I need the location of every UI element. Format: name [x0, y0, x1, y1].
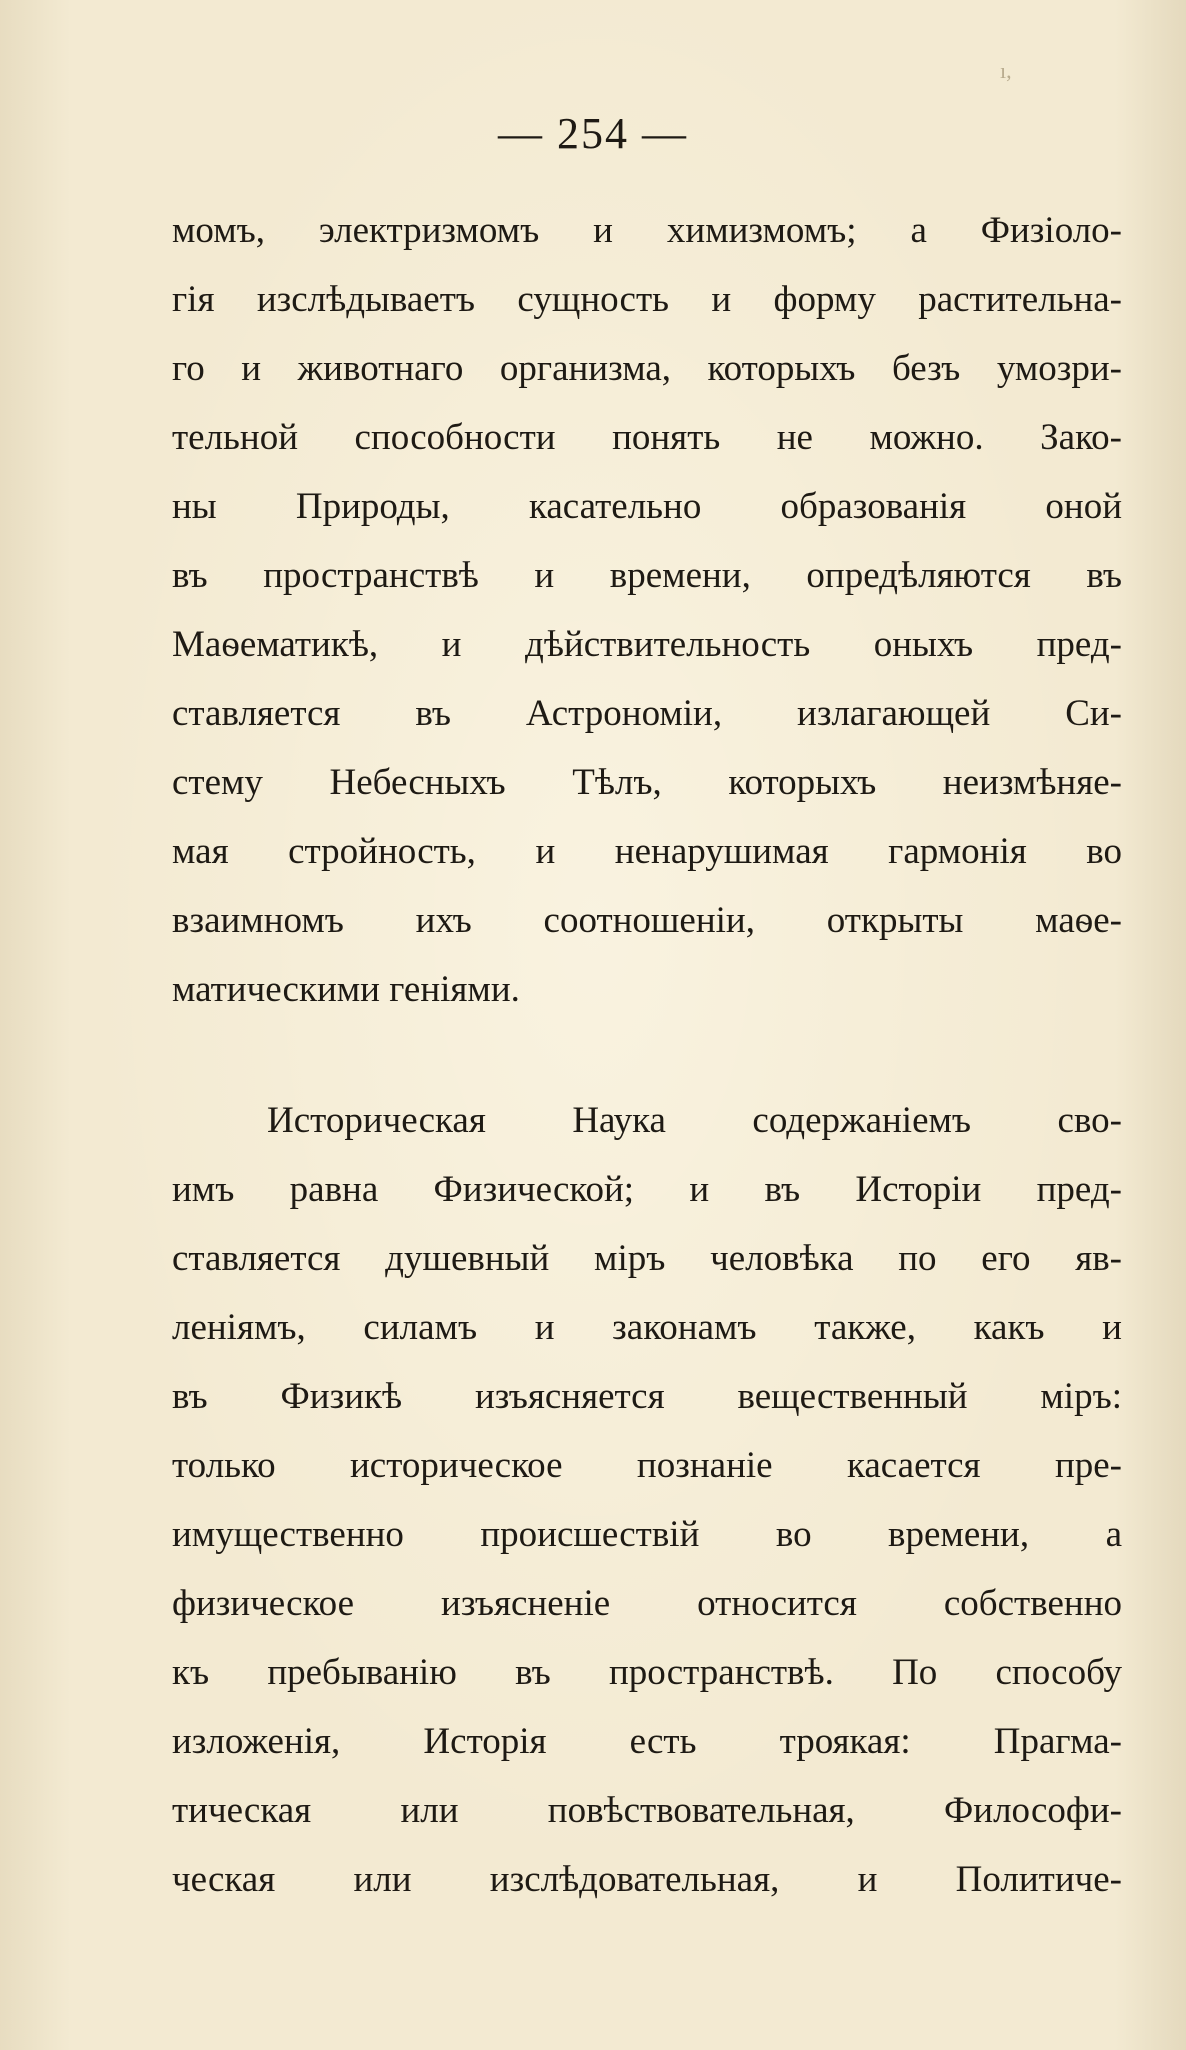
text-line: въ пространствѣ и времени, опредѣляются въ	[172, 555, 1122, 596]
text-line: момъ, электризмомъ и химизмомъ; а Физіоло-	[172, 210, 1122, 251]
text-line: гія изслѣдываетъ сущность и форму растительна-	[172, 279, 1122, 320]
text-line: ческая или изслѣдовательная, и Политиче-	[172, 1859, 1122, 1900]
text-line: матическими геніями.	[172, 969, 520, 1010]
text-line: Историческая Наука содержаніемъ сво-	[267, 1100, 1122, 1141]
text-line: стему Небесныхъ Тѣлъ, которыхъ неизмѣняе-	[172, 762, 1122, 803]
paragraph-2	[172, 1086, 1122, 1914]
text-line: тическая или повѣствовательная, Философи-	[172, 1790, 1122, 1831]
text-line: тельной способности понять не можно. Зако-	[172, 417, 1122, 458]
text-line: изложенія, Исторія есть троякая: Прагма-	[172, 1721, 1122, 1762]
corner-mark: ı,	[1000, 58, 1012, 83]
text-line: въ Физикѣ изъясняется вещественный міръ:	[172, 1376, 1122, 1417]
text-line: къ пребыванію въ пространствѣ. По способу	[172, 1652, 1122, 1693]
text-line: ны Природы, касательно образованія оной	[172, 486, 1122, 527]
text-line: физическое изъясненіе относится собственно	[172, 1583, 1122, 1624]
text-line: только историческое познаніе касается пре-	[172, 1445, 1122, 1486]
text-line: ставляется душевный міръ человѣка по его яв-	[172, 1238, 1122, 1279]
text-line: взаимномъ ихъ соотношеніи, открыты маѳе-	[172, 900, 1122, 941]
text-line: ставляется въ Астрономіи, излагающей Си-	[172, 693, 1122, 734]
text-line: имущественно происшествій во времени, а	[172, 1514, 1122, 1555]
text-line: Маѳематикѣ, и дѣйствительность оныхъ пред-	[172, 624, 1122, 665]
text-line: го и животнаго организма, которыхъ безъ умозри-	[172, 348, 1122, 389]
text-line: имъ равна Физической; и въ Исторіи пред-	[172, 1169, 1122, 1210]
page-header: — 254 —	[498, 109, 688, 158]
paragraph-1	[172, 196, 1122, 1024]
text-line: мая стройность, и ненарушимая гармонія во	[172, 831, 1122, 872]
text-line: леніямъ, силамъ и законамъ также, какъ и	[172, 1307, 1122, 1348]
